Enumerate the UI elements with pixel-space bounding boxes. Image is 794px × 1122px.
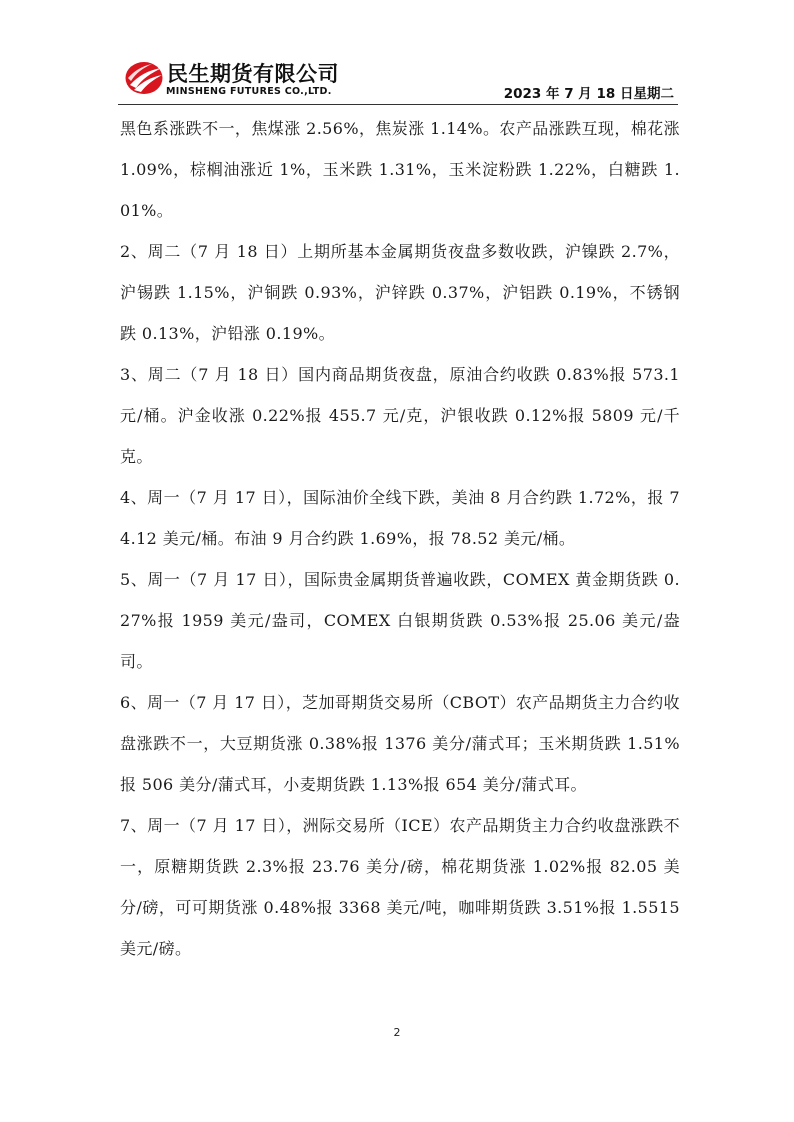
paragraph-6-cbot: 6、周一（7 月 17 日），芝加哥期货交易所（CBOT）农产品期货主力合约收盘涨跌不一，大豆期货涨 0.38%报 1376 美分/蒲式耳；玉米期货跌 1.51%报 506 美分/蒲式耳，小麦期货跌 1.13%报 654 美分/蒲式耳。 [120, 693, 680, 794]
paragraph-2-base-metals: 2、周二（7 月 18 日）上期所基本金属期货夜盘多数收跌，沪镍跌 2.7%，沪锡跌 1.15%，沪铜跌 0.93%，沪锌跌 0.37%，沪铝跌 0.19%，不锈钢跌 0.13%，沪铅涨 0.19%。 [120, 242, 680, 343]
page-header [118, 54, 678, 104]
paragraph-3-domestic-night: 3、周二（7 月 18 日）国内商品期货夜盘，原油合约收跌 0.83%报 573.1 元/桶。沪金收涨 0.22%报 455.7 元/克，沪银收跌 0.12%报 5809 元/千克。 [120, 365, 680, 466]
minsheng-logo-icon [124, 60, 164, 96]
paragraph-7-ice: 7、周一（7 月 17 日），洲际交易所（ICE）农产品期货主力合约收盘涨跌不一，原糖期货跌 2.3%报 23.76 美分/磅，棉花期货涨 1.02%报 82.05 美分/磅，可可期货涨 0.48%报 3368 美元/吨，咖啡期货跌 3.51%报 1.5515 美元/磅。 [120, 816, 680, 958]
paragraph-continued: 黑色系涨跌不一，焦煤涨 2.56%，焦炭涨 1.14%。农产品涨跌互现，棉花涨 1.09%，棕榈油涨近 1%，玉米跌 1.31%，玉米淀粉跌 1.22%，白糖跌 1.01%。 [120, 119, 680, 220]
paragraph-4-oil: 4、周一（7 月 17 日），国际油价全线下跌，美油 8 月合约跌 1.72%，报 74.12 美元/桶。布油 9 月合约跌 1.69%，报 78.52 美元/桶。 [120, 488, 680, 548]
report-body [120, 108, 680, 969]
page-number: 2 [393, 1026, 401, 1039]
paragraph-5-precious-metals: 5、周一（7 月 17 日），国际贵金属期货普遍收跌，COMEX 黄金期货跌 0.27%报 1959 美元/盎司，COMEX 白银期货跌 0.53%报 25.06 美元/盎司。 [120, 570, 680, 671]
report-date: 2023 年 7 月 18 日星期二 [503, 86, 674, 102]
company-name-cn: 民生期货有限公司 [167, 62, 339, 86]
company-name-en: MINSHENG FUTURES CO.,LTD. [166, 86, 332, 97]
header-divider [118, 104, 678, 105]
company-logo [124, 58, 374, 100]
